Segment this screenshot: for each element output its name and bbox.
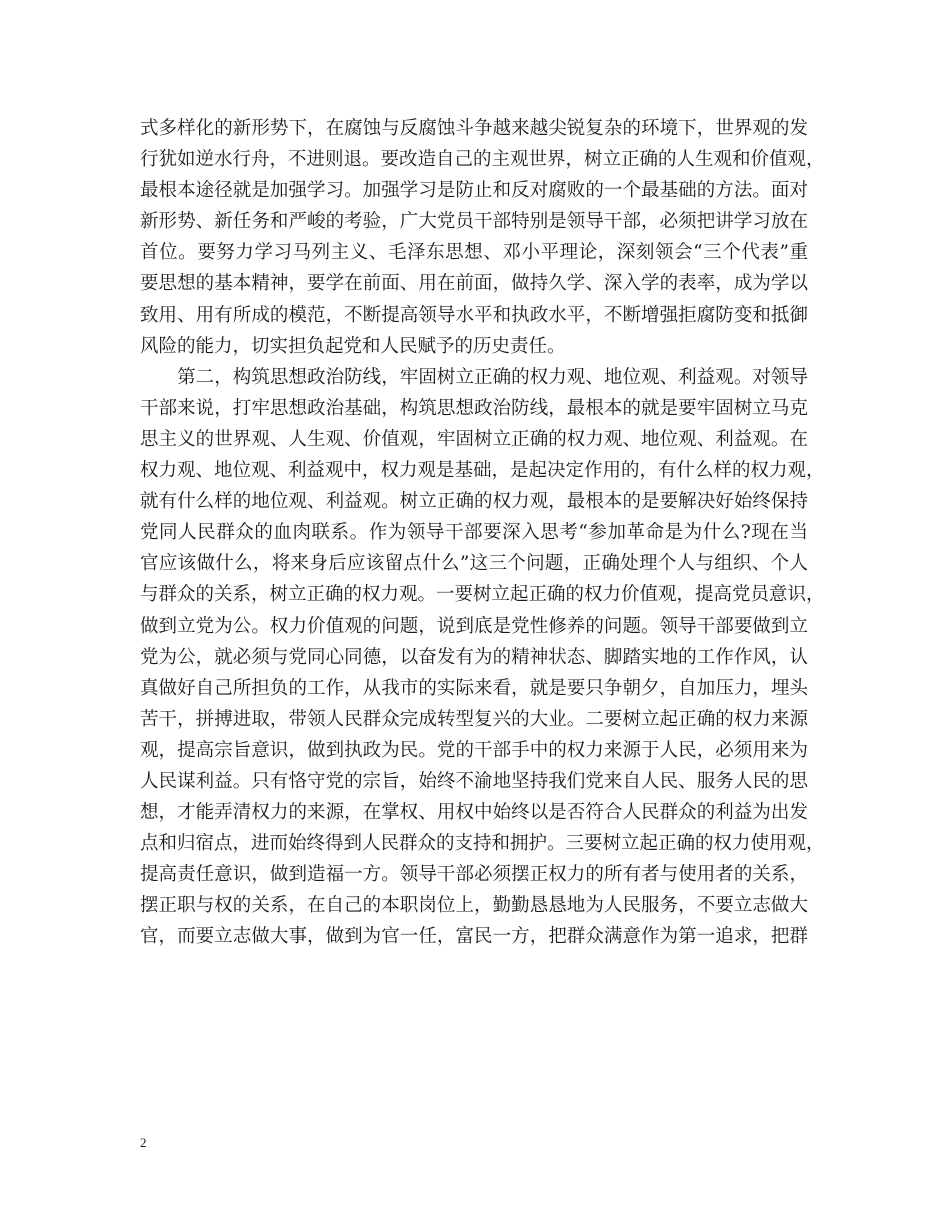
text-line: 苦干，拼搏进取，带领人民群众完成转型复兴的大业。二要树立起正确的权力来源 xyxy=(140,708,808,730)
text-line: 党同人民群众的血肉联系。作为领导干部要深入思考“参加革命是为什么?现在当 xyxy=(140,522,808,544)
text-line: 就有什么样的地位观、利益观。树立正确的权力观，最根本的是要解决好始终保持 xyxy=(140,491,808,513)
text-line: 点和归宿点，进而始终得到人民群众的支持和拥护。三要树立起正确的权力使用观， xyxy=(140,833,825,855)
text-line: 行犹如逆水行舟，不进则退。要改造自己的主观世界，树立正确的人生观和价值观， xyxy=(140,149,825,171)
text-line: 官，而要立志做大事，做到为官一任，富民一方，把群众满意作为第一追求，把群 xyxy=(140,926,808,948)
text-line: 式多样化的新形势下，在腐蚀与反腐蚀斗争越来越尖锐复杂的环境下，世界观的发 xyxy=(140,118,808,139)
text-line: 人民谋利益。只有恪守党的宗旨，始终不渝地坚持我们党来自人民、服务人民的思 xyxy=(140,770,808,792)
paragraph-first-line: 第二，构筑思想政治防线，牢固树立正确的权力观、地位观、利益观。对领导 xyxy=(140,366,808,388)
text-line: 权力观、地位观、利益观中，权力观是基础，是起决定作用的，有什么样的权力观， xyxy=(140,460,825,482)
text-line: 官应该做什么，将来身后应该留点什么”这三个问题，正确处理个人与组织、个人 xyxy=(140,553,808,575)
text-line: 最根本途径就是加强学习。加强学习是防止和反对腐败的一个最基础的方法。面对 xyxy=(140,180,808,202)
text-line: 干部来说，打牢思想政治基础，构筑思想政治防线，最根本的就是要牢固树立马克 xyxy=(140,397,808,419)
text-line: 要思想的基本精神，要学在前面、用在前面，做持久学、深入学的表率，成为学以 xyxy=(140,273,808,295)
text-line: 真做好自己所担负的工作，从我市的实际来看，就是要只争朝夕，自加压力，埋头 xyxy=(140,677,808,699)
text-line: 党为公，就必须与党同心同德，以奋发有为的精神状态、脚踏实地的工作作风，认 xyxy=(140,646,808,668)
text-line: 首位。要努力学习马列主义、毛泽东思想、邓小平理论，深刻领会“三个代表”重 xyxy=(140,242,808,264)
paragraph-last-line: 风险的能力，切实担负起党和人民赋予的历史责任。 xyxy=(140,335,566,357)
text-line: 新形势、新任务和严峻的考验，广大党员干部特别是领导干部，必须把讲学习放在 xyxy=(140,211,808,233)
text-line: 摆正职与权的关系，在自己的本职岗位上，勤勤恳恳地为人民服务，不要立志做大 xyxy=(140,895,808,917)
text-line: 提高责任意识，做到造福一方。领导干部必须摆正权力的所有者与使用者的关系， xyxy=(140,864,808,886)
text-line: 思主义的世界观、人生观、价值观，牢固树立正确的权力观、地位观、利益观。在 xyxy=(140,428,808,450)
body-text xyxy=(140,113,825,953)
text-line: 观，提高宗旨意识，做到执政为民。党的干部手中的权力来源于人民，必须用来为 xyxy=(140,739,808,761)
text-line: 与群众的关系，树立正确的权力观。一要树立起正确的权力价值观，提高党员意识， xyxy=(140,584,825,606)
text-line: 想，才能弄清权力的来源，在掌权、用权中始终以是否符合人民群众的利益为出发 xyxy=(140,802,808,824)
text-line: 做到立党为公。权力价值观的问题，说到底是党性修养的问题。领导干部要做到立 xyxy=(140,615,808,637)
text-line: 致用、用有所成的模范，不断提高领导水平和执政水平，不断增强拒腐防变和抵御 xyxy=(140,304,808,326)
page-number: 2 xyxy=(140,1135,147,1150)
